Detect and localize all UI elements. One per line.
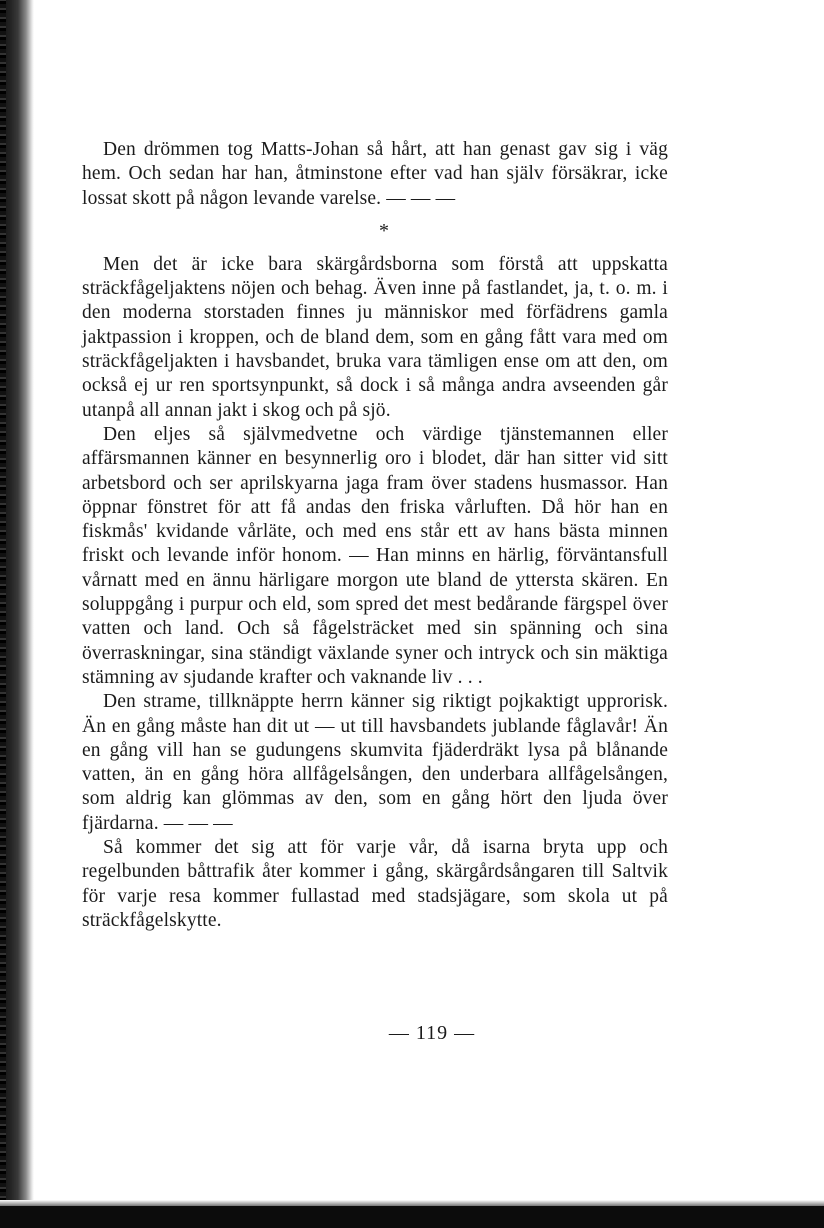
paragraph-opening: Den drömmen tog Matts-Johan så hårt, att han genast gav sig i väg hem. Och sedan har han, åtminstone efter vad han själv försäkrar, icke lossat skott på någon levande varelse. — — — [82,139,668,209]
paragraph: Men det är icke bara skärgårdsborna som förstå att uppskatta sträckfågeljaktens nöjen och behag. Även inne på fastlandet, ja, t. o. m. i den moderna storstaden finnes ju människor med förfädrens gamla jaktpassion i kroppen, och de bland dem, som en gång fått vara med om sträckfågeljakten i havsbandet, bruka vara tämligen ense om att den, om också ej ur ren sportsynpunkt, så dock i så många andra avseenden går utanpå all annan jakt i skog och på sjö. [82,253,668,421]
paragraph: Den strame, tillknäppte herrn känner sig riktigt pojkaktigt upprorisk. Än en gång måste han dit ut — ut till havsbandets jublande fåglavår! Än en gång vill han se gudungens skumvita fjäderdräkt lysa på blånande vatten, än en gång höra allfågelsången, den underbara allfågelsången, som aldrig kan glömmas av den, som en gång hört den ljuda över fjärdarna. — — — [82,691,668,834]
paragraph: Så kommer det sig att för varje vår, då isarna bryta upp och regelbunden båttrafik åter kommer i gång, skärgårdsångaren till Saltvik för varje resa kommer fullastad med stadsjägare, som skola ut på sträckfågelskytte. [82,837,668,931]
paragraph: Den eljes så självmedvetne och värdige tjänstemannen eller affärsmannen känner en besynnerlig oro i blodet, där han sitter vid sitt arbetsbord och ser aprilskyarna jaga fram över stadens husmassor. Han öppnar fönstret för att få andas den friska vårluften. Då hör han en fiskmås' kvidande vårläte, och med ens står ett av hans bästa minnen friskt och levande inför honom. — Han minns en härlig, förväntansfull vårnatt med en ännu härligare morgon ute bland de yttersta skären. En soluppgång i purpur och eld, som spred det mest bedårande färgspel över vatten och land. Och så fågelsträcket med sin spänning och sina överraskningar, sina ständigt växlande syner och intryck och sin mäktiga stämning av sjudande krafter och vaknande liv . . . [82,423,668,688]
section-break-asterisk: * [379,219,389,242]
page-body [82,138,668,933]
page-number: — 119 — [388,1022,476,1044]
scan-bottom-edge [0,1206,824,1228]
